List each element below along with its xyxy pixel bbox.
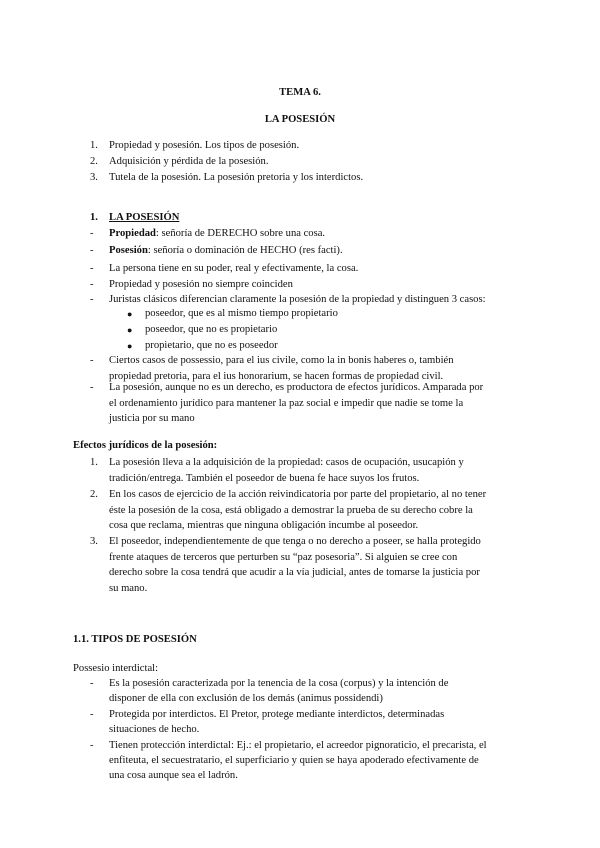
bullet-text: justicia por su mano (109, 413, 195, 424)
term-posesion: Posesión (109, 245, 148, 256)
dot-marker: ● (127, 309, 133, 319)
subsection-subheading: Possesio interdictal: (73, 663, 159, 674)
bullet-text: enfiteuta, el secuestratario, el superficiario y quien se haya apoderado efectivamente de (109, 755, 479, 766)
bullet-text: La persona tiene en su poder, real y efectivamente, la cosa. (109, 263, 359, 274)
dash-marker: - (90, 279, 94, 290)
def-posesion: : señoría o dominación de HECHO (res facti). (147, 245, 343, 256)
effect-text: La posesión lleva a la adquisición de la propiedad: casos de ocupación, usucapión y (109, 457, 464, 468)
effects-heading: Efectos jurídicos de la posesión: (73, 440, 218, 451)
toc-item: Adquisición y pérdida de la posesión. (109, 156, 269, 167)
list-number: 2. (90, 489, 98, 500)
toc-item: Propiedad y posesión. Los tipos de posesión. (109, 140, 300, 151)
dash-marker: - (90, 294, 94, 305)
page-title: LA POSESIÓN (264, 114, 336, 125)
toc-num: 2. (90, 156, 98, 167)
bullet-text: una cosa aunque sea el ladrón. (109, 770, 238, 781)
bullet-text: Ciertos casos de possessio, para el ius civile, como la in bonis haberes o, también (109, 355, 454, 366)
bullet-text: disponer de ella con exclusión de los demás (animus possidendi) (109, 693, 383, 704)
section-number: 1. (90, 212, 98, 223)
effect-text: tradición/entrega. También el poseedor de buena fe hace suyos los frutos. (109, 473, 420, 484)
bullet-text: propiedad pretoria, para el ius honorarium, se hacen formas de propiedad civil. (109, 371, 444, 382)
dash-marker: - (90, 245, 94, 256)
bullet-text: Tienen protección interdictal: Ej.: el propietario, el acreedor pignoraticio, el precarista, el (109, 740, 487, 751)
definition-propiedad (109, 226, 325, 242)
bullet-text: el ordenamiento jurídico para mantener la paz social e impedir que nadie se tome la (109, 398, 464, 409)
effect-text: El poseedor, independientemente de que tenga o no derecho a poseer, se halla protegido (109, 536, 481, 547)
term-propiedad: Propiedad (109, 228, 156, 239)
toc-num: 1. (90, 140, 98, 151)
dash-marker: - (90, 709, 94, 720)
case-item: poseedor, que es al mismo tiempo propietario (145, 308, 338, 319)
effect-text: éste la posesión de la cosa, está obligado a demostrar la prueba de su derecho cobre la (109, 505, 473, 516)
list-number: 3. (90, 536, 98, 547)
dash-marker: - (90, 263, 94, 274)
bullet-text: Es la posesión caracterizada por la tenencia de la cosa (corpus) y la intención de (109, 678, 449, 689)
bullet-text: La posesión, aunque no es un derecho, es productora de efectos jurídicos. Amparada por (109, 382, 484, 393)
dash-marker: - (90, 740, 94, 751)
effect-text: derecho sobre la cosa tendrá que acudir a la vía judicial, antes de tomarse la justicia por (109, 567, 480, 578)
dot-marker: ● (127, 341, 133, 351)
def-propiedad: : señoría de DERECHO sobre una cosa. (155, 228, 326, 239)
effect-text: En los casos de ejercicio de la acción reivindicatoria por parte del propietario, al no tener (109, 489, 487, 500)
bullet-text: Juristas clásicos diferencian claramente la posesión de la propiedad y distinguen 3 casos: (109, 294, 486, 305)
section-heading: LA POSESIÓN (109, 212, 180, 223)
dash-marker: - (90, 228, 94, 239)
case-item: poseedor, que no es propietario (145, 324, 278, 335)
dash-marker: - (90, 678, 94, 689)
effect-text: su mano. (109, 583, 148, 594)
dash-marker: - (90, 355, 94, 366)
list-number: 1. (90, 457, 98, 468)
tema-number: TEMA 6. (279, 87, 321, 98)
dash-marker: - (90, 382, 94, 393)
definition-posesion (109, 243, 343, 259)
bullet-text: situaciones de hecho. (109, 724, 200, 735)
dot-marker: ● (127, 325, 133, 335)
subsection-heading: 1.1. TIPOS DE POSESIÓN (73, 634, 197, 645)
bullet-text: Protegida por interdictos. El Pretor, protege mediante interdictos, determinadas (109, 709, 445, 720)
case-item: propietario, que no es poseedor (145, 340, 278, 351)
toc-num: 3. (90, 172, 98, 183)
effect-text: frente ataques de terceros que perturben su “paz posesoria”. Si alguien se cree con (109, 552, 458, 563)
bullet-text: Propiedad y posesión no siempre coinciden (109, 279, 293, 290)
toc-item: Tutela de la posesión. La posesión pretoria y los interdictos. (109, 172, 364, 183)
effect-text: cosa que reclama, mientras que ninguna obligación incumbe al poseedor. (109, 520, 419, 531)
